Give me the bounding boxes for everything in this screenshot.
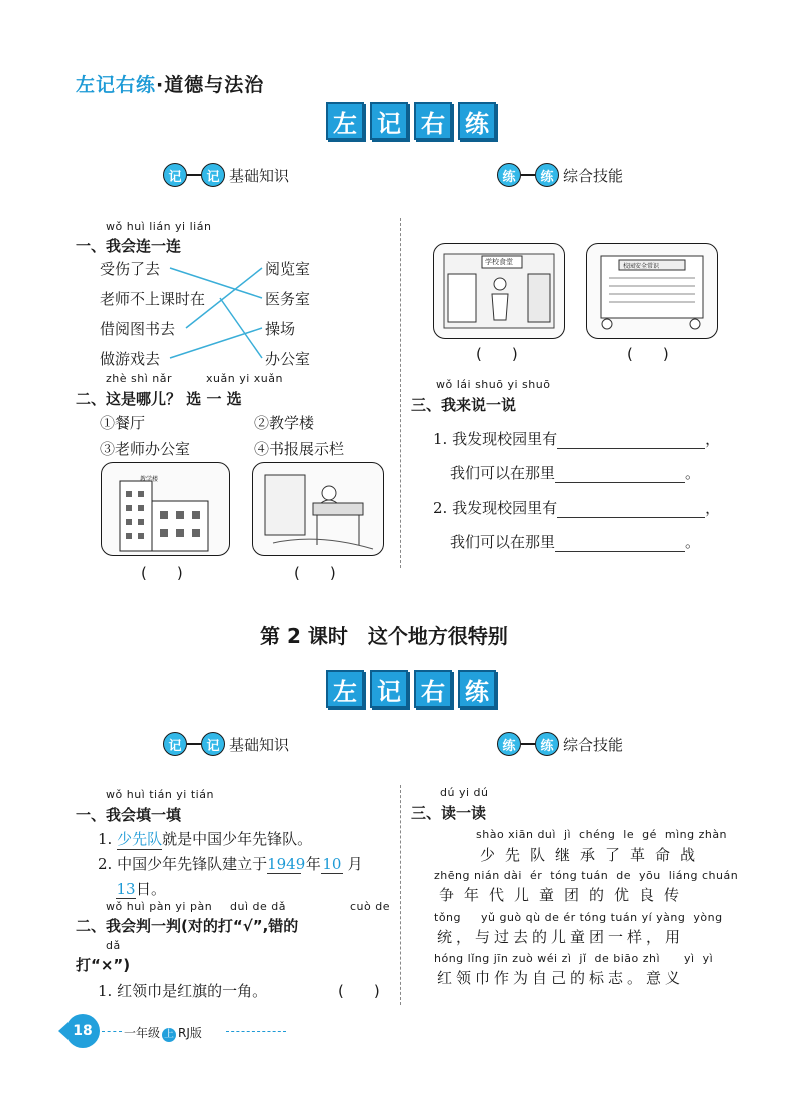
banner-char: 练 (458, 670, 496, 708)
fill-answer[interactable]: 少先队 (117, 830, 163, 848)
punct: 。 (685, 533, 701, 551)
say-text: 1. 我发现校园里有 (433, 430, 558, 448)
pinyin: zhè shì nǎr (106, 372, 172, 385)
match-right: 阅览室 (265, 260, 311, 278)
pinyin: wǒ lái shuō yi shuō (436, 378, 551, 391)
footer-dash (226, 1031, 286, 1032)
match-left: 做游戏去 (100, 350, 161, 368)
board-sign: 校园安全常识 (623, 263, 660, 270)
question-title: 一、我会连一连 (76, 237, 182, 255)
fill-item-2-cont (116, 878, 166, 899)
canteen-picture (433, 243, 565, 339)
bubble: 记 (163, 732, 187, 756)
fill-answer[interactable]: 13 (116, 880, 136, 898)
match-right: 办公室 (265, 350, 311, 368)
match-right: 操场 (265, 320, 296, 338)
judge-item: 1. 红领巾是红旗的一角。 (98, 982, 268, 1000)
bubble: 练 (535, 732, 559, 756)
question-title: 三、我来说一说 (411, 396, 517, 414)
pinyin: wǒ huì lián yi lián (106, 220, 212, 233)
pinyin: tǒng yǔ guò qù de ér tóng tuán yí yàng yòng (434, 911, 723, 924)
fill-item-2 (98, 853, 363, 874)
pinyin: xuǎn yi xuǎn (206, 372, 283, 385)
say-text: 我们可以在那里 (450, 464, 556, 482)
answer-paren: ( ) (476, 345, 518, 363)
unit: 年 (305, 855, 321, 873)
board-picture (586, 243, 718, 339)
read-line: 争年代儿童团的优良传 (439, 886, 690, 904)
section-label: 综合技能 (563, 735, 624, 754)
bubble: 记 (201, 163, 225, 187)
option: ④书报展示栏 (254, 440, 345, 458)
office-picture (252, 462, 384, 556)
say-item (433, 428, 720, 449)
say-text: 2. 我发现校园里有 (433, 499, 558, 517)
banner-char: 练 (458, 102, 496, 140)
match-line (220, 298, 262, 358)
footer-grade (124, 1024, 202, 1042)
match-right: 医务室 (265, 290, 311, 308)
building-sign: 教学楼 (140, 476, 159, 483)
answer-paren[interactable]: ( ) (338, 982, 380, 1000)
option: ①餐厅 (100, 414, 146, 432)
column-divider (400, 785, 401, 1005)
fill-answer[interactable]: 1949 (267, 855, 306, 873)
blank-line[interactable] (555, 464, 685, 483)
section-lian-bottom (497, 732, 623, 756)
building-picture (101, 462, 230, 556)
section-label: 基础知识 (229, 166, 290, 185)
question-title: 一、我会填一填 (76, 806, 182, 824)
edition-text: RJ版 (178, 1026, 202, 1040)
match-left: 借阅图书去 (100, 320, 176, 338)
bubble: 练 (497, 163, 521, 187)
question-title: 三、读一读 (411, 804, 487, 822)
bubble: 记 (163, 163, 187, 187)
banner-bottom (326, 670, 496, 708)
banner-char: 记 (370, 102, 408, 140)
answer-paren: ( ) (294, 564, 336, 582)
bubble: 练 (535, 163, 559, 187)
lesson-title: 第 2 课时 这个地方很特别 (260, 624, 508, 648)
answer-paren: ( ) (627, 345, 669, 363)
banner-char: 左 (326, 670, 364, 708)
say-item (450, 531, 700, 552)
pinyin: wǒ huì tián yi tián (106, 788, 214, 801)
question-title: 二、这是哪儿？ 选 一 选 (76, 390, 242, 408)
book-subject: ·道德与法治 (156, 74, 265, 96)
page-number: 18 (66, 1014, 100, 1048)
pinyin: shào xiān duì jì chéng le gé mìng zhàn (476, 828, 728, 841)
pinyin: wǒ huì pàn yi pàn (106, 900, 213, 913)
fill-answer[interactable]: 10 (322, 855, 342, 873)
read-line: 红领巾作为自己的标志。意义 (437, 969, 685, 987)
punct: 。 (685, 464, 701, 482)
option: ③老师办公室 (100, 440, 191, 458)
match-line (170, 328, 262, 358)
unit: 日。 (136, 880, 167, 898)
punct: ， (705, 499, 721, 517)
bubble: 练 (497, 732, 521, 756)
blank-line[interactable] (557, 499, 705, 518)
say-item (450, 462, 700, 483)
unit: 月 (347, 855, 363, 873)
pinyin: duì de dǎ (230, 900, 286, 913)
pinyin: hóng lǐng jīn zuò wéi zì jǐ de biāo zhì yì yì (434, 952, 714, 965)
section-label: 综合技能 (563, 166, 624, 185)
book-title-main: 左记右练 (76, 74, 157, 96)
answer-paren: ( ) (141, 564, 183, 582)
office-icon (253, 463, 383, 555)
pinyin: cuò de (350, 900, 390, 913)
section-ji-bottom (163, 732, 289, 756)
question-title: 二、我会判一判(对的打“√”,错的 (76, 917, 299, 935)
fill-text: 就是中国少年先锋队。 (162, 830, 313, 848)
pinyin: zhēng nián dài ér tóng tuán de yōu liáng chuán (434, 869, 739, 882)
say-item (433, 497, 720, 518)
read-line: 统，与过去的儿童团一样，用 (437, 928, 685, 946)
blank-line[interactable] (555, 533, 685, 552)
bulletin-board-icon (587, 244, 717, 338)
building-icon (102, 463, 229, 555)
grade-text: 一年级 (124, 1026, 161, 1040)
pinyin: dú yi dú (440, 786, 489, 799)
banner-char: 右 (414, 102, 452, 140)
item-number: 1. (98, 830, 113, 848)
banner-char: 右 (414, 670, 452, 708)
footer-dash (102, 1031, 122, 1032)
match-left: 老师不上课时在 (100, 290, 206, 308)
pinyin: dǎ (106, 939, 121, 952)
canteen-sign: 学校食堂 (485, 258, 513, 266)
read-line: 少先队继承了革命战 (480, 846, 706, 864)
banner-char: 记 (370, 670, 408, 708)
match-left: 受伤了去 (100, 260, 161, 278)
blank-line[interactable] (557, 430, 705, 449)
punct: ， (705, 430, 721, 448)
question-title: 打“×”) (76, 956, 131, 974)
fill-item-1 (98, 828, 312, 850)
bubble: 记 (201, 732, 225, 756)
option: ②教学楼 (254, 414, 315, 432)
match-line (170, 268, 262, 298)
say-text: 我们可以在那里 (450, 533, 556, 551)
banner-char: 左 (326, 102, 364, 140)
match-lines (0, 0, 800, 400)
section-label: 基础知识 (229, 735, 290, 754)
term-badge: 上 (164, 1029, 175, 1040)
fill-text: 2. 中国少年先锋队建立于 (98, 855, 268, 873)
